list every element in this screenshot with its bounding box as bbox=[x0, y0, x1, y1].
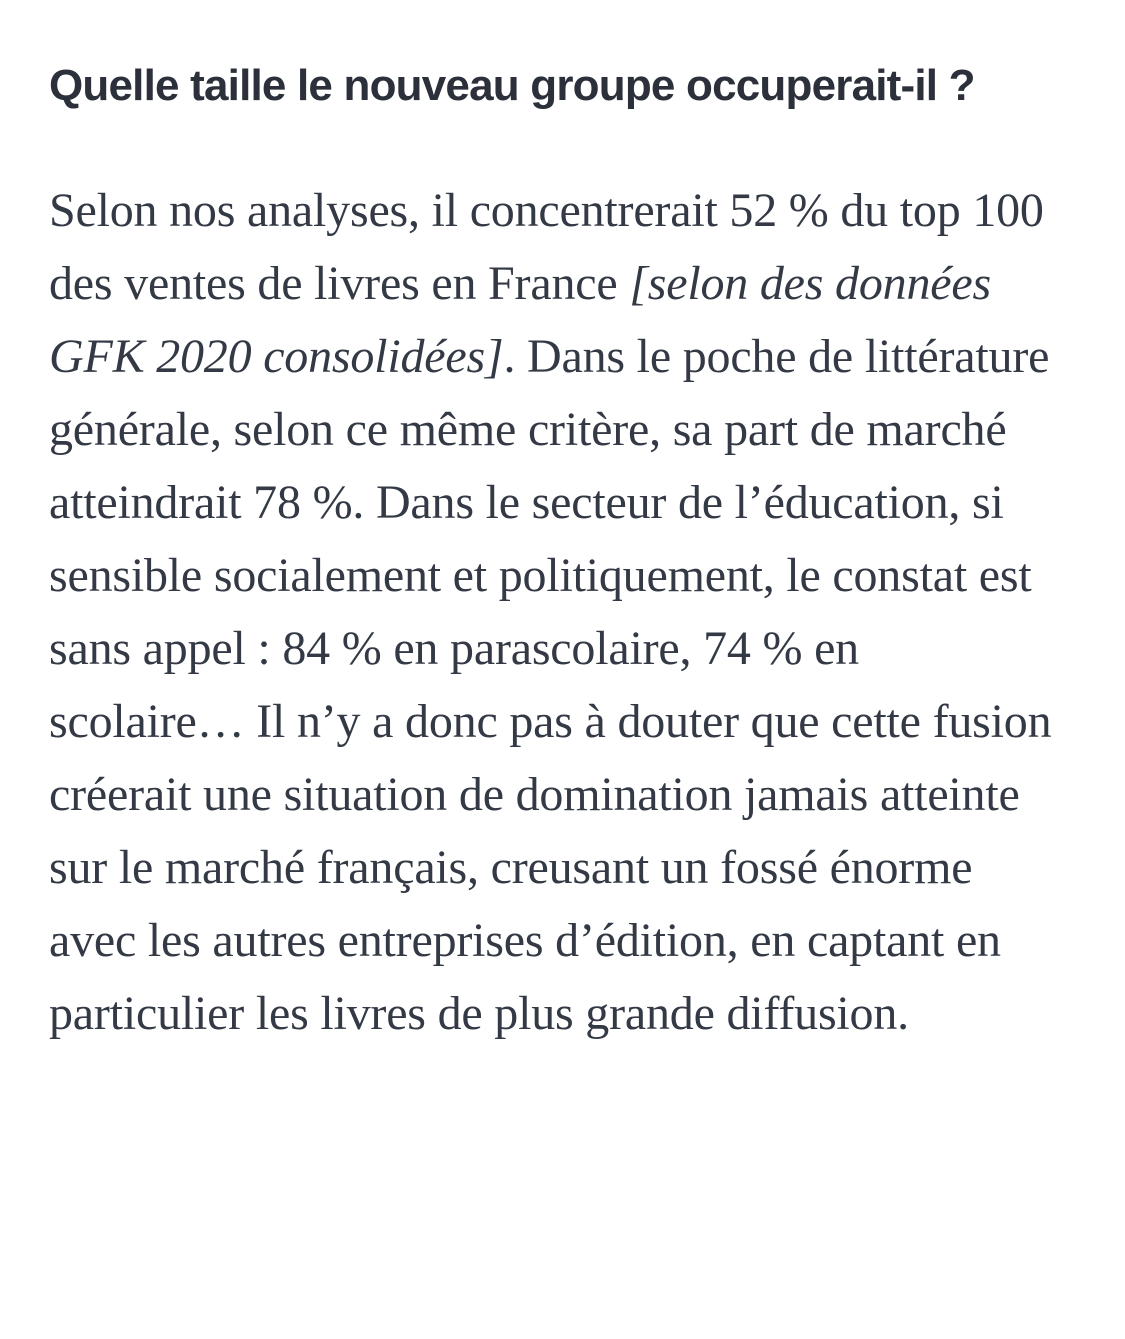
paragraph-text-end: . Dans le poche de littérature générale, selon ce même critère, sa part de marché atteindrait 78 %. Dans le secteur de l’éducation, si sensible socialement et politiquement, le constat est sans appel : 84 % en parascolaire, 74 % en scolaire… Il n’y a donc pas à douter que cette fusion créerait une situation de domination jamais atteinte sur le marché français, creusant un fossé énorme avec les autres entreprises d’édition, en captant en particulier les livres de plus grande diffusion. bbox=[49, 330, 1052, 1040]
paragraph-text-start: Selon nos analyses, il concentrerait 52 % du top 100 des ventes de livres en France bbox=[49, 184, 1044, 310]
paragraph-citation: [selon des données GFK 2020 consolidées] bbox=[49, 257, 991, 383]
article-heading: Quelle taille le nouveau groupe occuperait-il ? bbox=[49, 61, 975, 110]
article-paragraph bbox=[49, 174, 1065, 1050]
